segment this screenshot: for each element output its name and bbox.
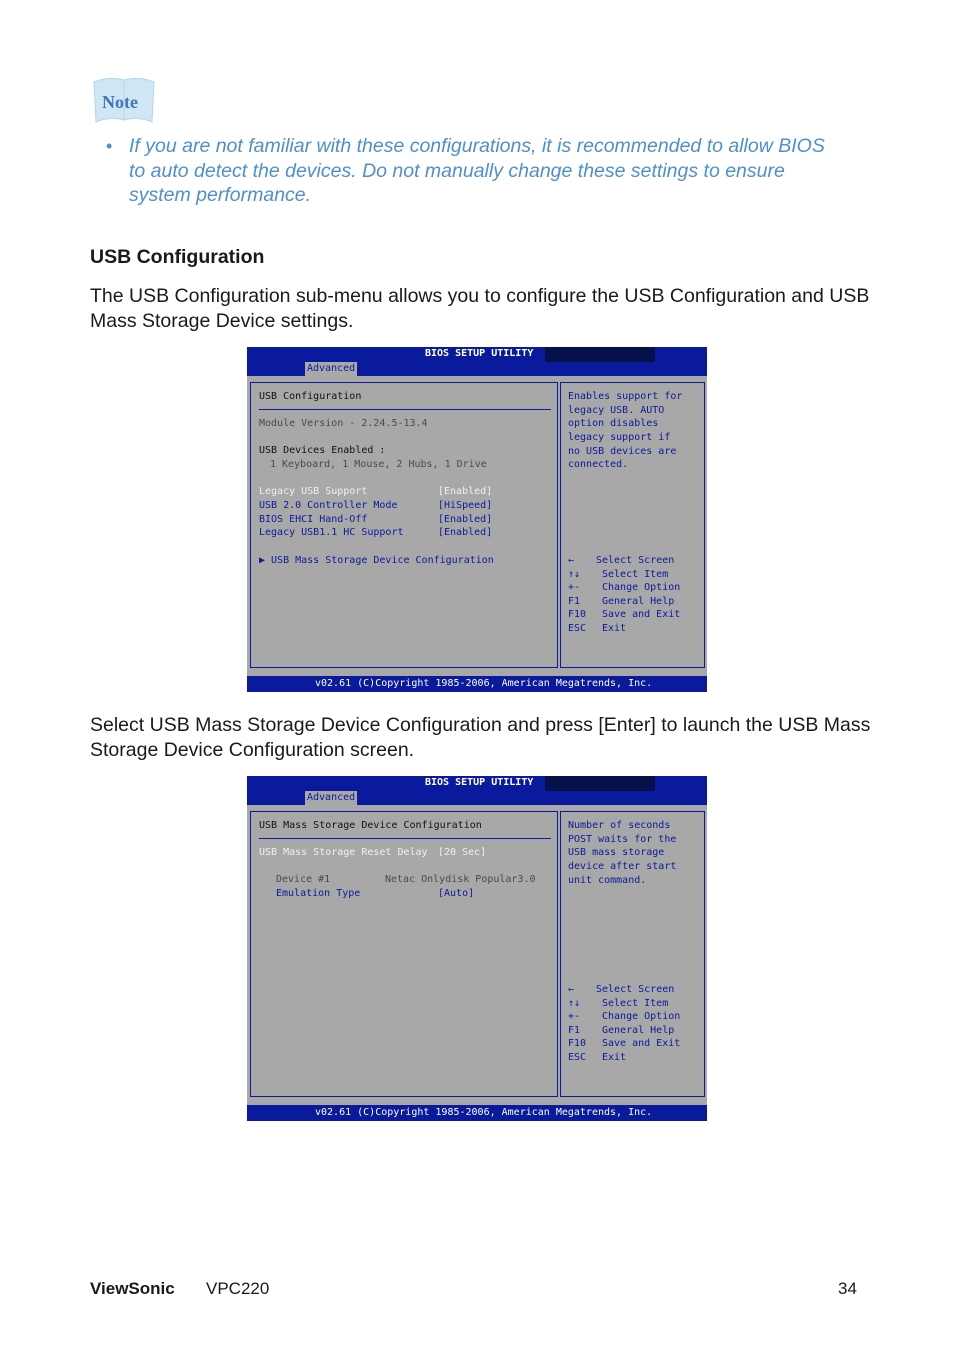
key-label: ← — [568, 984, 575, 995]
option-usb2-controller-mode[interactable]: USB 2.0 Controller Mode — [259, 500, 398, 511]
bios-settings-pane — [250, 811, 558, 1097]
bios-title-bar — [247, 776, 707, 791]
key-label: ESC — [568, 1052, 587, 1063]
module-version: Module Version - 2.24.5-13.4 — [259, 418, 428, 429]
option-legacy-usb11-hc-support[interactable]: Legacy USB1.1 HC Support — [259, 527, 404, 538]
option-legacy-usb-support[interactable]: Legacy USB Support — [259, 486, 368, 497]
tab-advanced[interactable]: Advanced — [307, 363, 356, 374]
note-label: Note — [102, 92, 138, 112]
bios-copyright: v02.61 (C)Copyright 1985-2006, American Megatrends, Inc. — [315, 1107, 653, 1118]
key-label: ↑↓ — [568, 998, 581, 1009]
device-label: Device #1 — [276, 874, 331, 885]
footer-model: VPC220 — [206, 1279, 270, 1298]
option-bios-ehci-hand-off-value[interactable]: [Enabled] — [438, 514, 493, 525]
help-line: Number of seconds — [568, 820, 671, 831]
instruction-paragraph: Select USB Mass Storage Device Configuration and press [Enter] to launch the USB Mass Storage Device Configuration screen. — [90, 714, 871, 761]
page-number: 34 — [838, 1279, 857, 1298]
key-description: Select Item — [602, 998, 669, 1009]
help-line: POST waits for the — [568, 834, 677, 845]
help-line: unit command. — [568, 875, 647, 886]
help-line: no USB devices are — [568, 446, 677, 457]
bios-footer — [247, 1105, 707, 1121]
pane-heading: USB Configuration — [259, 391, 362, 402]
key-description: Change Option — [602, 1011, 681, 1022]
key-label: F10 — [568, 609, 587, 620]
key-description: General Help — [602, 596, 675, 607]
footer-brand: ViewSonic — [90, 1279, 175, 1298]
option-reset-delay-value[interactable]: [20 Sec] — [438, 847, 487, 858]
key-label: ↑↓ — [568, 569, 581, 580]
title-bar-shade — [545, 347, 655, 362]
option-legacy-usb11-hc-support-value[interactable]: [Enabled] — [438, 527, 493, 538]
help-line: Enables support for — [568, 391, 683, 402]
option-bios-ehci-hand-off[interactable]: BIOS EHCI Hand-Off — [259, 514, 368, 525]
key-description: Exit — [602, 623, 627, 634]
help-line: device after start — [568, 861, 677, 872]
submenu-usb-mass-storage[interactable]: ▶ USB Mass Storage Device Configuration — [259, 555, 494, 566]
key-label: F1 — [568, 596, 581, 607]
bios-screen-usb-configuration — [247, 347, 707, 692]
heading-divider — [259, 409, 551, 410]
devices-enabled-label: USB Devices Enabled : — [259, 445, 386, 456]
help-line: legacy USB. AUTO — [568, 405, 665, 416]
heading-divider — [259, 838, 551, 839]
bios-copyright: v02.61 (C)Copyright 1985-2006, American Megatrends, Inc. — [315, 678, 653, 689]
key-description: Save and Exit — [602, 1038, 681, 1049]
key-description: Select Screen — [596, 555, 675, 566]
option-emulation-type-value[interactable]: [Auto] — [438, 888, 475, 899]
key-description: Exit — [602, 1052, 627, 1063]
bios-title: BIOS SETUP UTILITY — [425, 777, 534, 788]
bios-footer — [247, 676, 707, 692]
key-label: ← — [568, 555, 575, 566]
help-line: connected. — [568, 459, 629, 470]
bios-title-bar — [247, 347, 707, 362]
devices-enabled-value: 1 Keyboard, 1 Mouse, 2 Hubs, 1 Drive — [270, 459, 487, 470]
bios-screen-usb-mass-storage — [247, 776, 707, 1121]
key-description: Select Screen — [596, 984, 675, 995]
help-line: legacy support if — [568, 432, 671, 443]
key-description: Select Item — [602, 569, 669, 580]
bios-settings-pane — [250, 382, 558, 668]
option-reset-delay[interactable]: USB Mass Storage Reset Delay — [259, 847, 428, 858]
key-description: General Help — [602, 1025, 675, 1036]
key-label: +- — [568, 1011, 581, 1022]
help-line: option disables — [568, 418, 659, 429]
device-value: Netac Onlydisk Popular3.0 — [385, 874, 536, 885]
intro-paragraph: The USB Configuration sub-menu allows you to configure the USB Configuration and USB Mass Storage Device settings. — [90, 285, 870, 332]
pane-heading: USB Mass Storage Device Configuration — [259, 820, 482, 831]
section-title: USB Configuration — [90, 246, 265, 268]
title-bar-shade — [545, 776, 655, 791]
bios-title: BIOS SETUP UTILITY — [425, 348, 534, 359]
option-emulation-type[interactable]: Emulation Type — [276, 888, 361, 899]
help-line: USB mass storage — [568, 847, 665, 858]
bios-menu-bar — [247, 362, 707, 376]
key-description: Save and Exit — [602, 609, 681, 620]
option-legacy-usb-support-value[interactable]: [Enabled] — [438, 486, 493, 497]
key-label: ESC — [568, 623, 587, 634]
key-description: Change Option — [602, 582, 681, 593]
bios-help-pane — [560, 382, 705, 668]
bios-menu-bar — [247, 791, 707, 805]
key-label: +- — [568, 582, 581, 593]
tab-advanced[interactable]: Advanced — [307, 792, 356, 803]
option-usb2-controller-mode-value[interactable]: [HiSpeed] — [438, 500, 493, 511]
key-label: F10 — [568, 1038, 587, 1049]
note-text: If you are not familiar with these configurations, it is recommended to allow BIOS to auto detect the devices. Do not manually change these settings to ensure system performance. — [129, 135, 825, 206]
key-label: F1 — [568, 1025, 581, 1036]
note-bullet: • — [106, 136, 113, 156]
bios-help-pane — [560, 811, 705, 1097]
